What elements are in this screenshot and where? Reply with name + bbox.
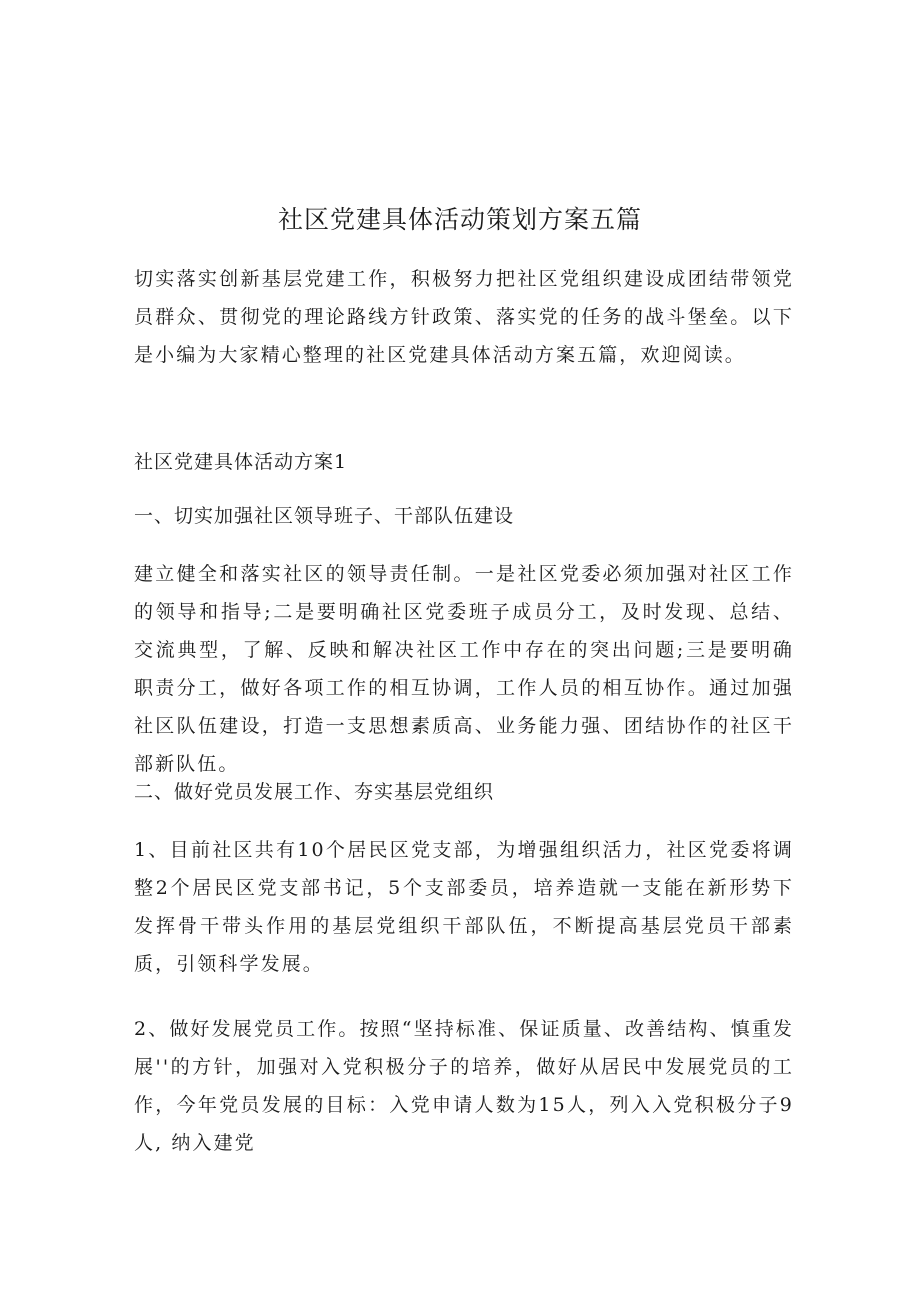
heading-2: 二、做好党员发展工作、夯实基层党组织 (134, 781, 495, 803)
intro-paragraph: 切实落实创新基层党建工作，积极努力把社区党组织建设成团结带领党员群众、贯彻党的理论路线方针政策、落实党的任务的战斗堡垒。以下是小编为大家精心整理的社区党建具体活动方案五篇，欢迎阅读。 (134, 268, 794, 366)
paragraph-2: 1、目前社区共有10个居民区党支部，为增强组织活力，社区党委将调整2个居民区党支部书记，5个支部委员，培养造就一支能在新形势下发挥骨干带头作用的基层党组织干部队伍，不断提高基层党员干部素质，引领科学发展。 (134, 839, 794, 975)
heading-1: 一、切实加强社区领导班子、干部队伍建设 (134, 505, 515, 527)
paragraph-1: 建立健全和落实社区的领导责任制。一是社区党委必须加强对社区工作的领导和指导;二是要明确社区党委班子成员分工，及时发现、总结、交流典型，了解、反映和解决社区工作中存在的突出问题;三是要明确职责分工，做好各项工作的相互协调，工作人员的相互协作。通过加强社区队伍建设，打造一支思想素质高、业务能力强、团结协作的社区干部新队伍。 (134, 563, 794, 775)
section-title: 社区党建具体活动方案1 (134, 451, 348, 473)
document-title: 社区党建具体活动策划方案五篇 (277, 205, 642, 234)
paragraph-3: 2、做好发展党员工作。按照“坚持标准、保证质量、改善结构、慎重发展''的方针，加强对入党积极分子的培养，做好从居民中发展党员的工作，今年党员发展的目标：入党申请人数为15人，列入入党积极分子9人, 纳入建党 (134, 1018, 794, 1154)
